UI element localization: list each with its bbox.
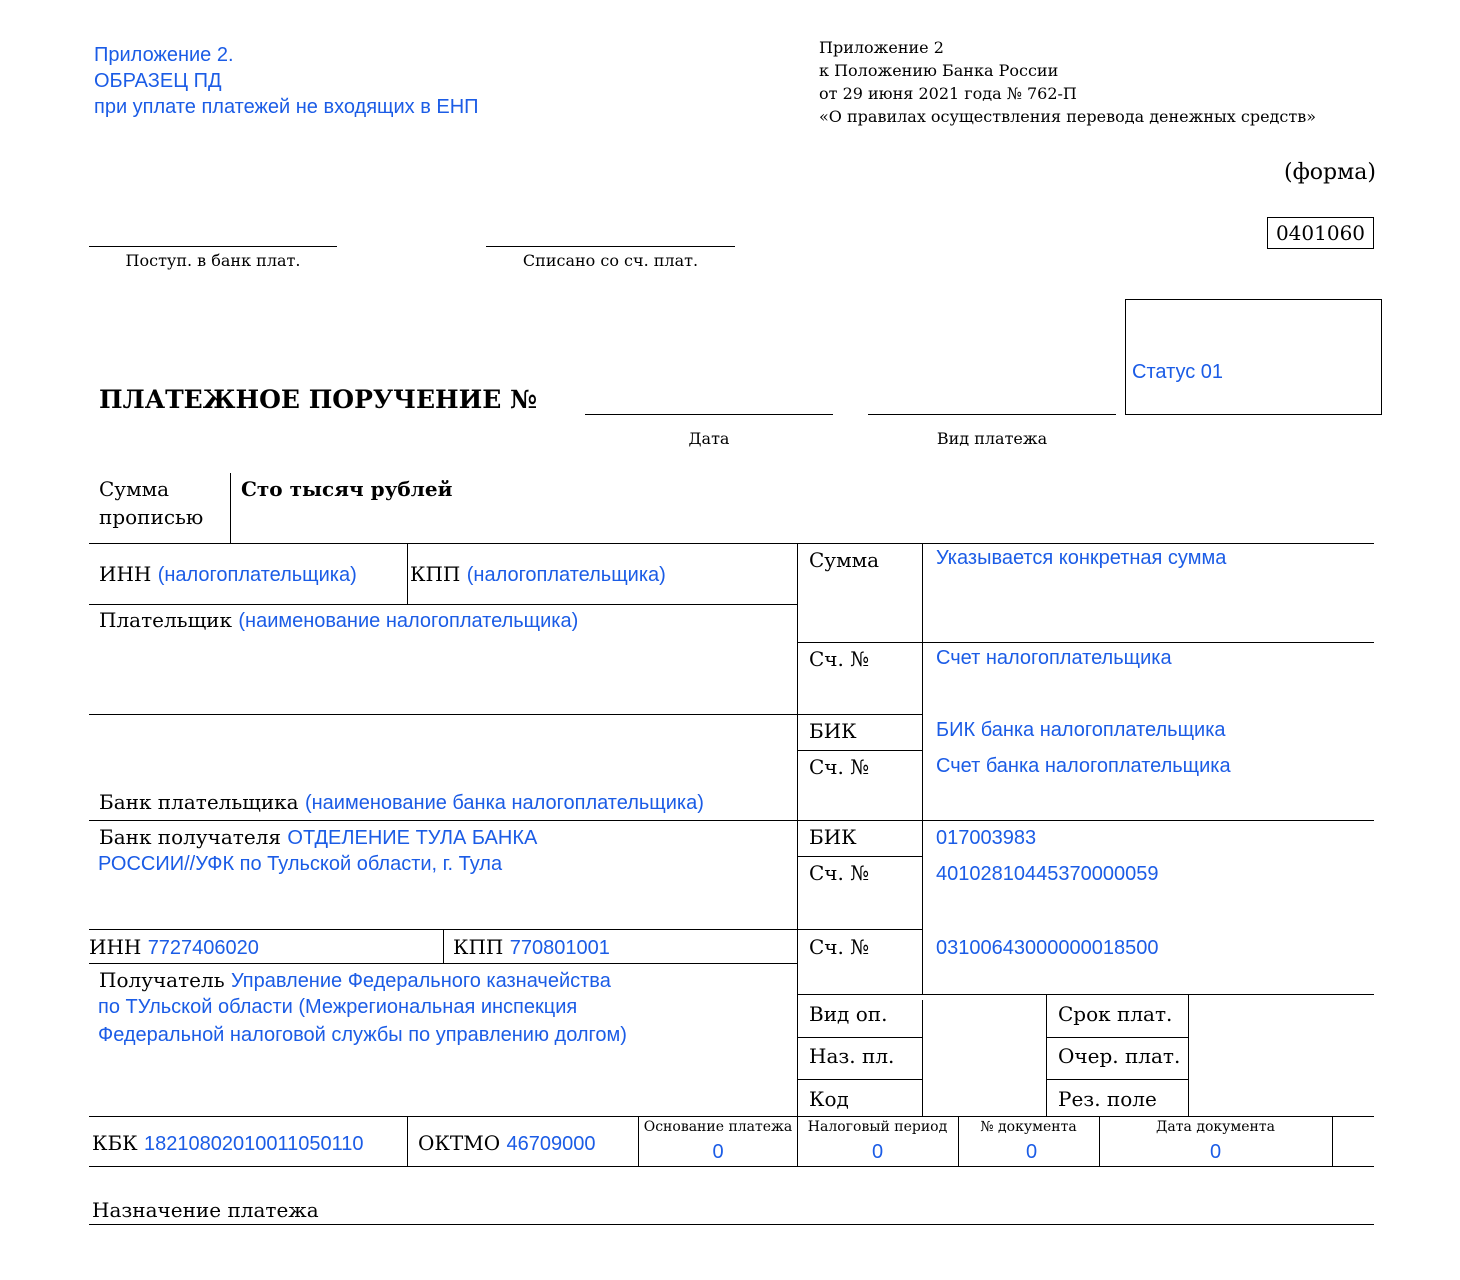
docdate-label: Дата документа bbox=[1156, 1119, 1275, 1135]
recipient-value-2: по ТУльской области (Межрегиональная инспекция bbox=[98, 996, 578, 1018]
recipient-bank-value-2: РОССИИ//УФК по Тульской области, г. Тула bbox=[98, 853, 503, 875]
payer-label: Плательщик bbox=[99, 608, 232, 632]
form-code: 0401060 bbox=[1275, 221, 1366, 245]
payer-bank-account-label: Сч. № bbox=[809, 755, 870, 779]
grid-line bbox=[89, 963, 798, 964]
grid-line bbox=[797, 1079, 923, 1080]
grid-line bbox=[1046, 1079, 1189, 1080]
form-label: (форма) bbox=[1284, 160, 1376, 185]
header-line-3: от 29 июня 2021 года № 762-П bbox=[819, 84, 1077, 103]
recipient-value-3: Федеральной налоговой службы по управлению долгом) bbox=[98, 1024, 627, 1046]
basis-label: Основание платежа bbox=[643, 1119, 793, 1135]
recipient-bank-account-label: Сч. № bbox=[809, 861, 870, 885]
recipient-value-1: Управление Федерального казначейства bbox=[230, 970, 611, 992]
payment-type-label: Вид платежа bbox=[936, 429, 1048, 448]
grid-line bbox=[922, 642, 1374, 643]
amount-words-label-1: Сумма bbox=[99, 477, 170, 501]
grid-line bbox=[407, 543, 408, 605]
kbk-value: 18210802010011050110 bbox=[144, 1133, 364, 1155]
date-label: Дата bbox=[688, 429, 730, 448]
kod-label: Код bbox=[809, 1087, 849, 1111]
grid-line bbox=[89, 1224, 1374, 1225]
page-title: ПЛАТЕЖНОЕ ПОРУЧЕНИЕ № bbox=[99, 385, 538, 414]
payer-inn-value: (налогоплательщика) bbox=[157, 564, 357, 586]
recipient-inn-value: 7727406020 bbox=[147, 937, 259, 959]
grid-line bbox=[89, 929, 923, 930]
date-line bbox=[585, 414, 833, 415]
recipient-inn-label: ИНН bbox=[89, 935, 142, 959]
recipient-kpp-value: 770801001 bbox=[509, 937, 610, 959]
srok-plat-label: Срок плат. bbox=[1058, 1002, 1173, 1026]
grid-line bbox=[89, 820, 1374, 821]
payer-inn-label: ИНН bbox=[99, 562, 152, 586]
oktmo bbox=[418, 1131, 595, 1156]
payer-bank-account-value: Счет банка налогоплательщика bbox=[936, 755, 1231, 777]
grid-line bbox=[797, 994, 1374, 995]
amount-words-value: Сто тысяч рублей bbox=[241, 477, 453, 501]
grid-line bbox=[89, 543, 1374, 544]
amount-words-divider bbox=[230, 473, 231, 543]
annotation-line-2: ОБРАЗЕЦ ПД bbox=[94, 70, 222, 92]
naz-pl-label: Наз. пл. bbox=[809, 1044, 895, 1068]
payer-inn bbox=[99, 562, 357, 587]
grid-line bbox=[89, 604, 798, 605]
ocher-plat-label: Очер. плат. bbox=[1058, 1044, 1181, 1068]
grid-line bbox=[1332, 1116, 1333, 1166]
grid-line bbox=[797, 750, 923, 751]
grid-line bbox=[797, 642, 923, 643]
debited-line bbox=[486, 246, 735, 247]
rez-pole-label: Рез. поле bbox=[1058, 1087, 1157, 1111]
treasury-account-label: Сч. № bbox=[809, 935, 870, 959]
grid-line bbox=[89, 1116, 1374, 1117]
grid-line bbox=[797, 856, 923, 857]
payer-name bbox=[99, 608, 578, 633]
header-line-4: «О правилах осуществления перевода денежных средств» bbox=[819, 107, 1317, 126]
sum-label: Сумма bbox=[809, 548, 880, 572]
recipient-bik-value: 017003983 bbox=[936, 827, 1037, 849]
debited-label: Списано со сч. плат. bbox=[522, 251, 699, 270]
grid-line bbox=[89, 714, 923, 715]
payer-value: (наименование налогоплательщика) bbox=[238, 610, 579, 632]
docnum-value: 0 bbox=[1025, 1141, 1038, 1163]
recipient-bik-label: БИК bbox=[809, 825, 857, 849]
docnum-label: № документа bbox=[980, 1119, 1077, 1135]
grid-line bbox=[407, 1116, 408, 1166]
payer-bik-value: БИК банка налогоплательщика bbox=[936, 719, 1226, 741]
payer-account-label: Сч. № bbox=[809, 647, 870, 671]
annotation-line-3: при уплате платежей не входящих в ЕНП bbox=[94, 96, 479, 118]
recipient-bank-value-1: ОТДЕЛЕНИЕ ТУЛА БАНКА bbox=[287, 827, 538, 849]
amount-words-label-2: прописью bbox=[99, 505, 204, 529]
recipient-bank-account-value: 40102810445370000059 bbox=[936, 863, 1159, 885]
payer-kpp-label: КПП bbox=[410, 562, 461, 586]
grid-line bbox=[89, 1166, 1374, 1167]
grid-line bbox=[1046, 994, 1047, 1116]
payer-bank bbox=[99, 790, 704, 815]
grid-line bbox=[443, 929, 444, 963]
recipient-label: Получатель bbox=[99, 968, 225, 992]
status-value: Статус 01 bbox=[1132, 361, 1224, 383]
header-line-2: к Положению Банка России bbox=[819, 61, 1059, 80]
grid-line bbox=[1046, 1037, 1189, 1038]
kbk-label: КБК bbox=[92, 1131, 138, 1155]
recipient-kpp bbox=[453, 935, 610, 960]
payment-type-line bbox=[868, 414, 1116, 415]
received-line bbox=[89, 246, 337, 247]
payer-bik-label: БИК bbox=[809, 719, 857, 743]
recipient-inn bbox=[89, 935, 259, 960]
kbk bbox=[92, 1131, 364, 1156]
payer-kpp-value: (налогоплательщика) bbox=[466, 564, 666, 586]
status-box bbox=[1125, 299, 1382, 415]
docdate-value: 0 bbox=[1209, 1141, 1222, 1163]
period-value: 0 bbox=[871, 1141, 884, 1163]
recipient-bank bbox=[99, 825, 537, 850]
recipient-name bbox=[99, 968, 611, 993]
vid-op-label: Вид оп. bbox=[809, 1002, 888, 1026]
grid-line bbox=[922, 543, 923, 995]
sum-value: Указывается конкретная сумма bbox=[936, 547, 1227, 569]
oktmo-value: 46709000 bbox=[506, 1133, 596, 1155]
grid-line bbox=[797, 1037, 923, 1038]
payer-kpp bbox=[410, 562, 666, 587]
treasury-account-value: 03100643000000018500 bbox=[936, 937, 1159, 959]
annotation-line-1: Приложение 2. bbox=[94, 44, 234, 66]
grid-line bbox=[797, 543, 798, 1166]
oktmo-label: ОКТМО bbox=[418, 1131, 501, 1155]
received-label: Поступ. в банк плат. bbox=[125, 251, 301, 270]
purpose-label: Назначение платежа bbox=[92, 1198, 319, 1222]
payer-bank-value: (наименование банка налогоплательщика) bbox=[304, 792, 704, 814]
period-label: Налоговый период bbox=[807, 1119, 948, 1135]
form-code-box bbox=[1267, 217, 1374, 249]
header-line-1: Приложение 2 bbox=[819, 38, 944, 57]
recipient-kpp-label: КПП bbox=[453, 935, 504, 959]
grid-line bbox=[922, 1000, 923, 1116]
recipient-bank-label: Банк получателя bbox=[99, 825, 282, 849]
payer-bank-label: Банк плательщика bbox=[99, 790, 299, 814]
grid-line bbox=[1188, 994, 1189, 1116]
payer-account-value: Счет налогоплательщика bbox=[936, 647, 1172, 669]
basis-value: 0 bbox=[712, 1141, 724, 1163]
